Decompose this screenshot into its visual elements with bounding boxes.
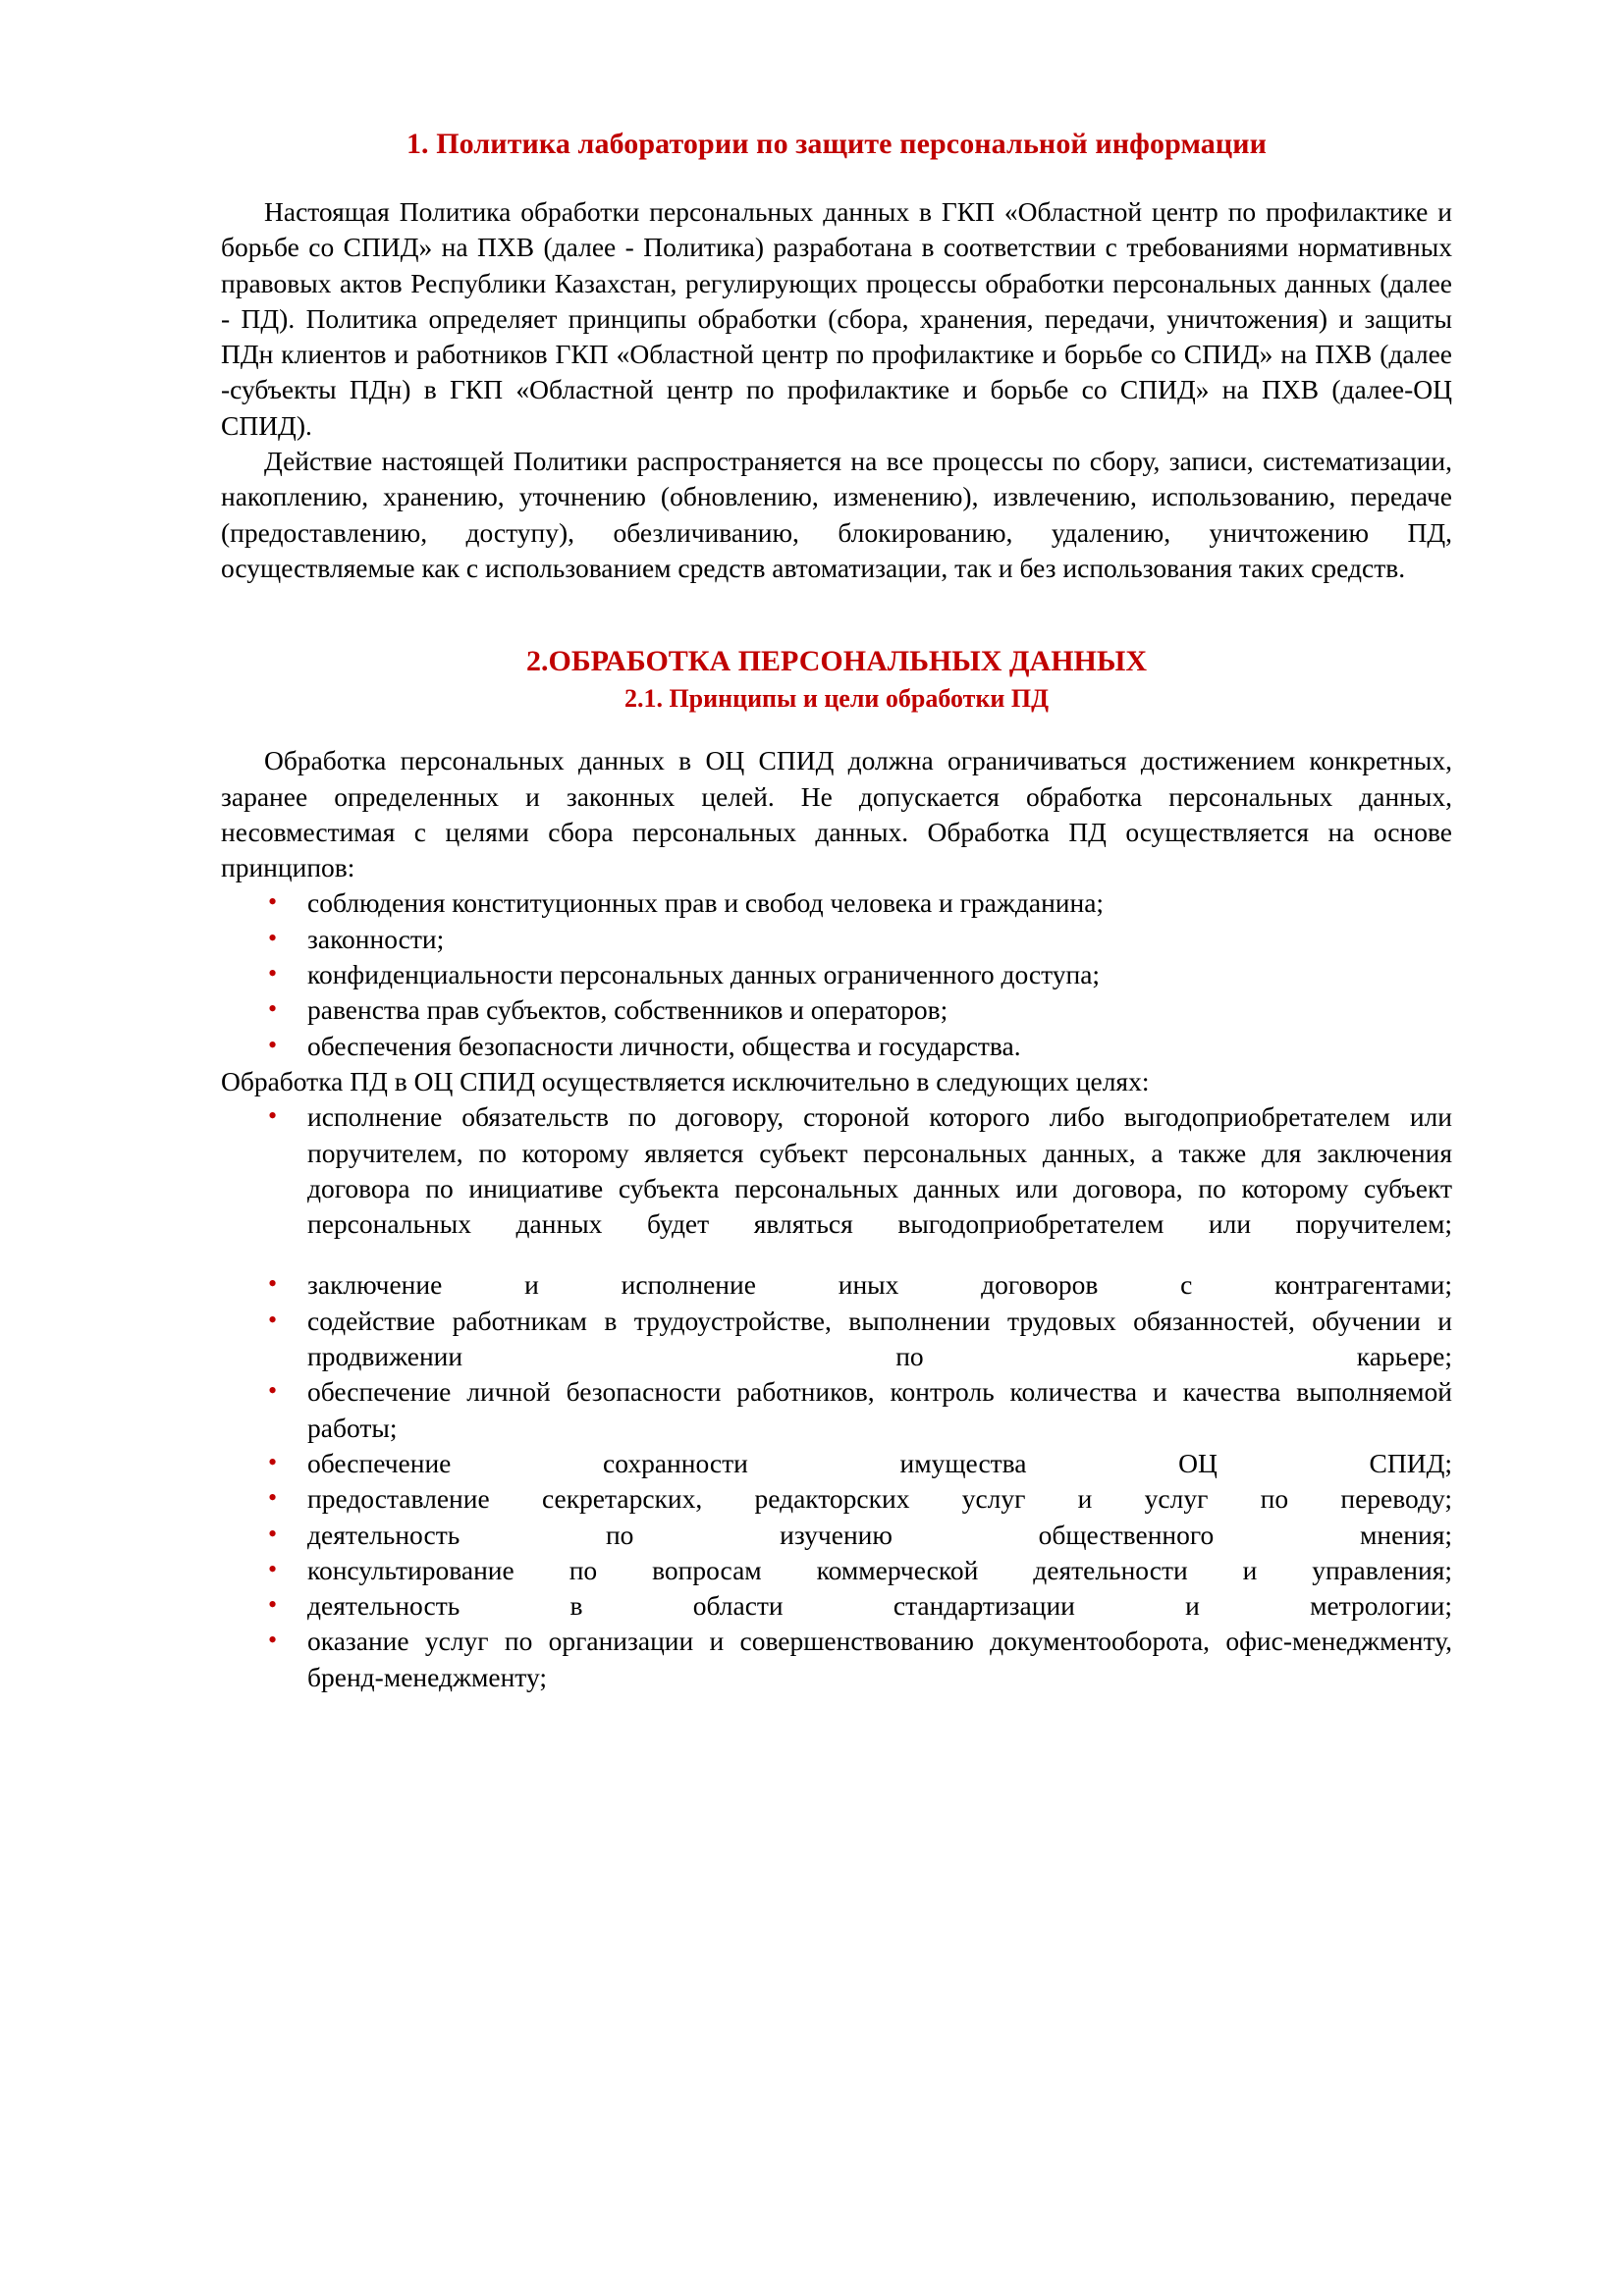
section-heading: 2.ОБРАБОТКА ПЕРСОНАЛЬНЫХ ДАННЫХ — [526, 645, 1147, 678]
list-item: • консультирование по вопросам коммерческой деятельности и управления; — [221, 1553, 1452, 1588]
list-item: • заключение и исполнение иных договоров с контрагентами; — [221, 1267, 1452, 1303]
list-item: • соблюдения конституционных прав и свобод человека и гражданина; — [221, 885, 1452, 921]
intro-paragraph-2: Действие настоящей Политики распространяется на все процессы по сбору, записи, систематизации, накоплению, хранению, уточнению (обновлению, изменению), извлечению, использованию, передаче (предоставлению, доступу), обезличиванию, блокированию, удалению, уничтожению ПД, осуществляемые как с использованием средств автоматизации, так и без использования таких средств. — [221, 446, 1452, 583]
purposes-list-first — [221, 1099, 1452, 1242]
list-item: • предоставление секретарских, редакторских услуг и услуг по переводу; — [221, 1481, 1452, 1517]
principles-list — [221, 885, 1452, 1063]
list-item: • равенства прав субъектов, собственников и операторов; — [221, 992, 1452, 1028]
list-item: • обеспечение сохранности имущества ОЦ СПИД; — [221, 1446, 1452, 1481]
page-title: 1. Политика лаборатории по защите персональной информации — [406, 128, 1268, 160]
list-item: • конфиденциальности персональных данных ограниченного доступа; — [221, 957, 1452, 992]
list-item: • оказание услуг по организации и совершенствованию документооборота, офис-менеджменту, бренд-менеджменту; — [221, 1624, 1452, 1695]
list-item: • обеспечение личной безопасности работников, контроль количества и качества выполняемой работы; — [221, 1374, 1452, 1446]
list-item: • законности; — [221, 922, 1452, 957]
purposes-list — [221, 1267, 1452, 1695]
list-spacer — [221, 1242, 1452, 1267]
section-paragraph: Обработка персональных данных в ОЦ СПИД должна ограничиваться достижением конкретных, заранее определенных и законных целей. Не допускается обработка персональных данных, несовместимая с целями сбора персональных данных. Обработка ПД осуществляется на основе принципов: — [221, 745, 1452, 883]
list-item: • содействие работникам в трудоустройстве, выполнении трудовых обязанностей, обучении и продвижении по карьере; — [221, 1304, 1452, 1375]
subsection-heading: 2.1. Принципы и цели обработки ПД — [623, 684, 1050, 714]
list-item: • деятельность в области стандартизации и метрологии; — [221, 1588, 1452, 1624]
list-item: • исполнение обязательств по договору, стороной которого либо выгодоприобретателем или поручителем, по которому является субъект персональных данных, а также для заключения договора по инициативе субъекта персональных данных или договора, по которому субъект персональных данных будет являться выгодоприобретателем или поручителем; — [221, 1099, 1452, 1242]
intro-paragraph-1: Настоящая Политика обработки персональных данных в ГКП «Областной центр по профилактике и борьбе со СПИД» на ПХВ (далее - Политика) разработана в соответствии с требованиями нормативных правовых актов Республики Казахстан, регулирующих процессы обработки персональных данных (далее - ПД). Политика определяет принципы обработки (сбора, хранения, передачи, уничтожения) и защиты ПДн клиентов и работников ГКП «Областной центр по профилактике и борьбе со СПИД» на ПХВ (далее -субъекты ПДн) в ГКП «Областной центр по профилактике и борьбе со СПИД» на ПХВ (далее-ОЦ СПИД). — [221, 196, 1452, 441]
purposes-lead: Обработка ПД в ОЦ СПИД осуществляется исключительно в следующих целях: — [221, 1065, 1150, 1096]
list-item: • деятельность по изучению общественного мнения; — [221, 1518, 1452, 1553]
list-item: • обеспечения безопасности личности, общества и государства. — [221, 1029, 1452, 1064]
